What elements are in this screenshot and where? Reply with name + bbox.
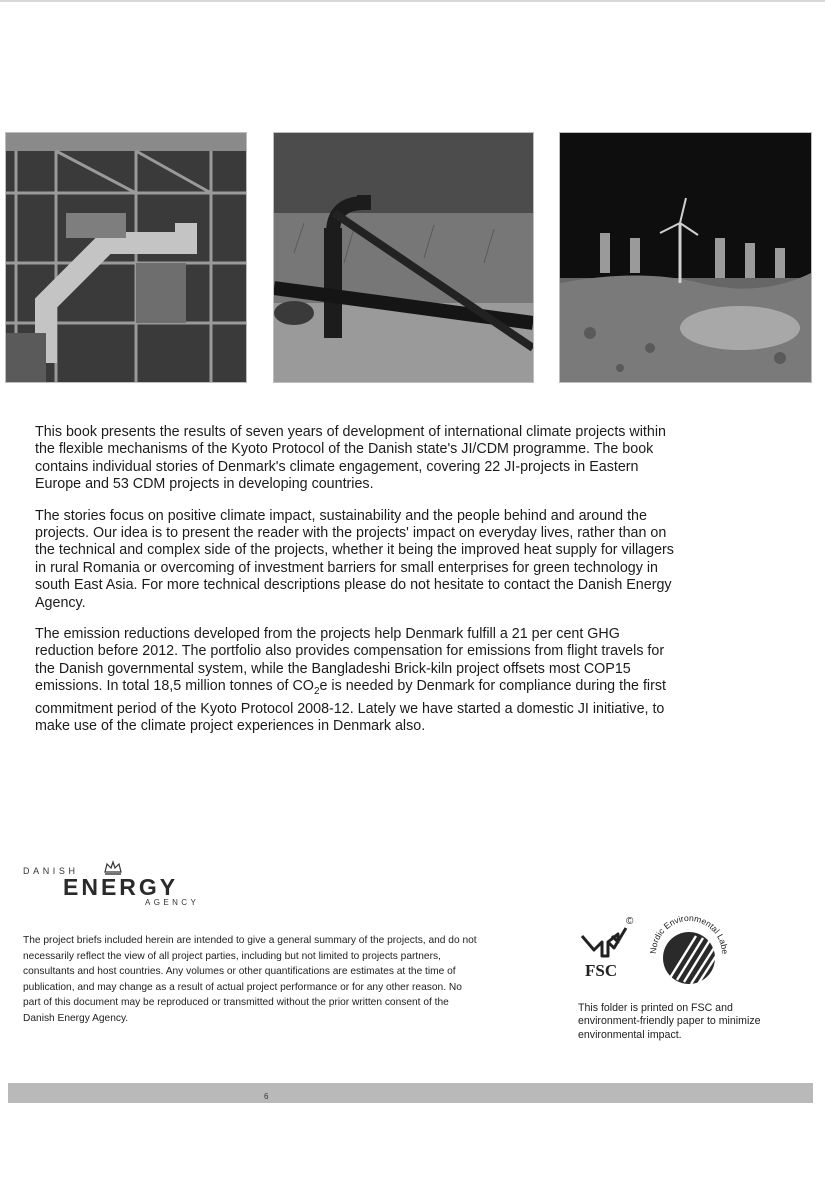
disclaimer-text: The project briefs included herein are intended to give a general summary of the projects, and do not necessarily reflect the view of all project parties, including but not limited to projects partners, consultants and host countries. Any volumes or other quantifications are estimates at the time of publication, and may change as a result of actual project performance or for any other reason. No part of this document may be reproduced or transmitted without the prior written consent of the Danish Energy Agency. <box>23 935 477 1024</box>
intro-paragraph-3-start: The emission reductions developed from the projects help Denmark fulfill a 21 per cent GHG reduction before 2012. The portfolio also provides compensation for emissions from flight travels for the Danish governmental system, while the Bangladeshi Brick-kiln project offsets most COP15 emissions. In total 18,5 million tonnes of CO <box>35 626 665 695</box>
footer-bar <box>8 1083 813 1103</box>
logo-agency: AGENCY <box>145 898 200 907</box>
intro-paragraph-1: This book presents the results of seven years of development of international climate projects within the flexible mechanisms of the Kyoto Protocol of the Danish state's JI/CDM programme. The book contains individual stories of Denmark's climate engagement, covering 22 JI-projects in Eastern Europe and 53 CDM projects in developing countries. <box>35 424 666 493</box>
logo-danish: DANISH <box>23 866 79 876</box>
wind-turbine-photo <box>560 133 811 382</box>
nordic-environmental-label <box>646 908 732 988</box>
fsc-label: FSC <box>585 961 618 980</box>
intro-text <box>35 424 675 749</box>
svg-text:Nordic Environmental Label: Nordic Environmental Labe <box>647 912 731 955</box>
fsc-logo <box>578 916 640 986</box>
fsc-note: This folder is printed on FSC and environment-friendly paper to minimize environmental impact. <box>578 1002 761 1041</box>
intro-paragraph-2: The stories focus on positive climate impact, sustainability and the people behind and around the projects. Our idea is to present the reader with the projects' impact on everyday lives, rather than on the technical and complex side of the projects, whether it being the improved heat supply for villagers in rural Romania or overcoming of investment barriers for small enterprises for green technology in south East Asia. For more technical descriptions please do not hesitate to contact the Danish Energy Agency. <box>35 507 674 611</box>
logo-energy: ENERGY <box>63 874 179 900</box>
danish-energy-agency-logo <box>23 860 223 910</box>
intro-paragraph-3-end: e is needed by Denmark for compliance during the first commitment period of the Kyoto Protocol 2008-12. Lately we have started a domestic JI initiative, to make use of the climate project experiences in Denmark also. <box>35 678 666 734</box>
page-number: 6 <box>264 1092 269 1101</box>
co2-subscript: 2 <box>313 686 320 698</box>
nordic-swan-icon <box>646 908 732 988</box>
fsc-copyright-symbol: © <box>626 916 634 927</box>
intro-paragraph-3 <box>35 626 675 735</box>
pipeline-field-photo <box>274 133 533 382</box>
industrial-plant-photo <box>6 133 246 382</box>
top-rule <box>0 0 825 2</box>
